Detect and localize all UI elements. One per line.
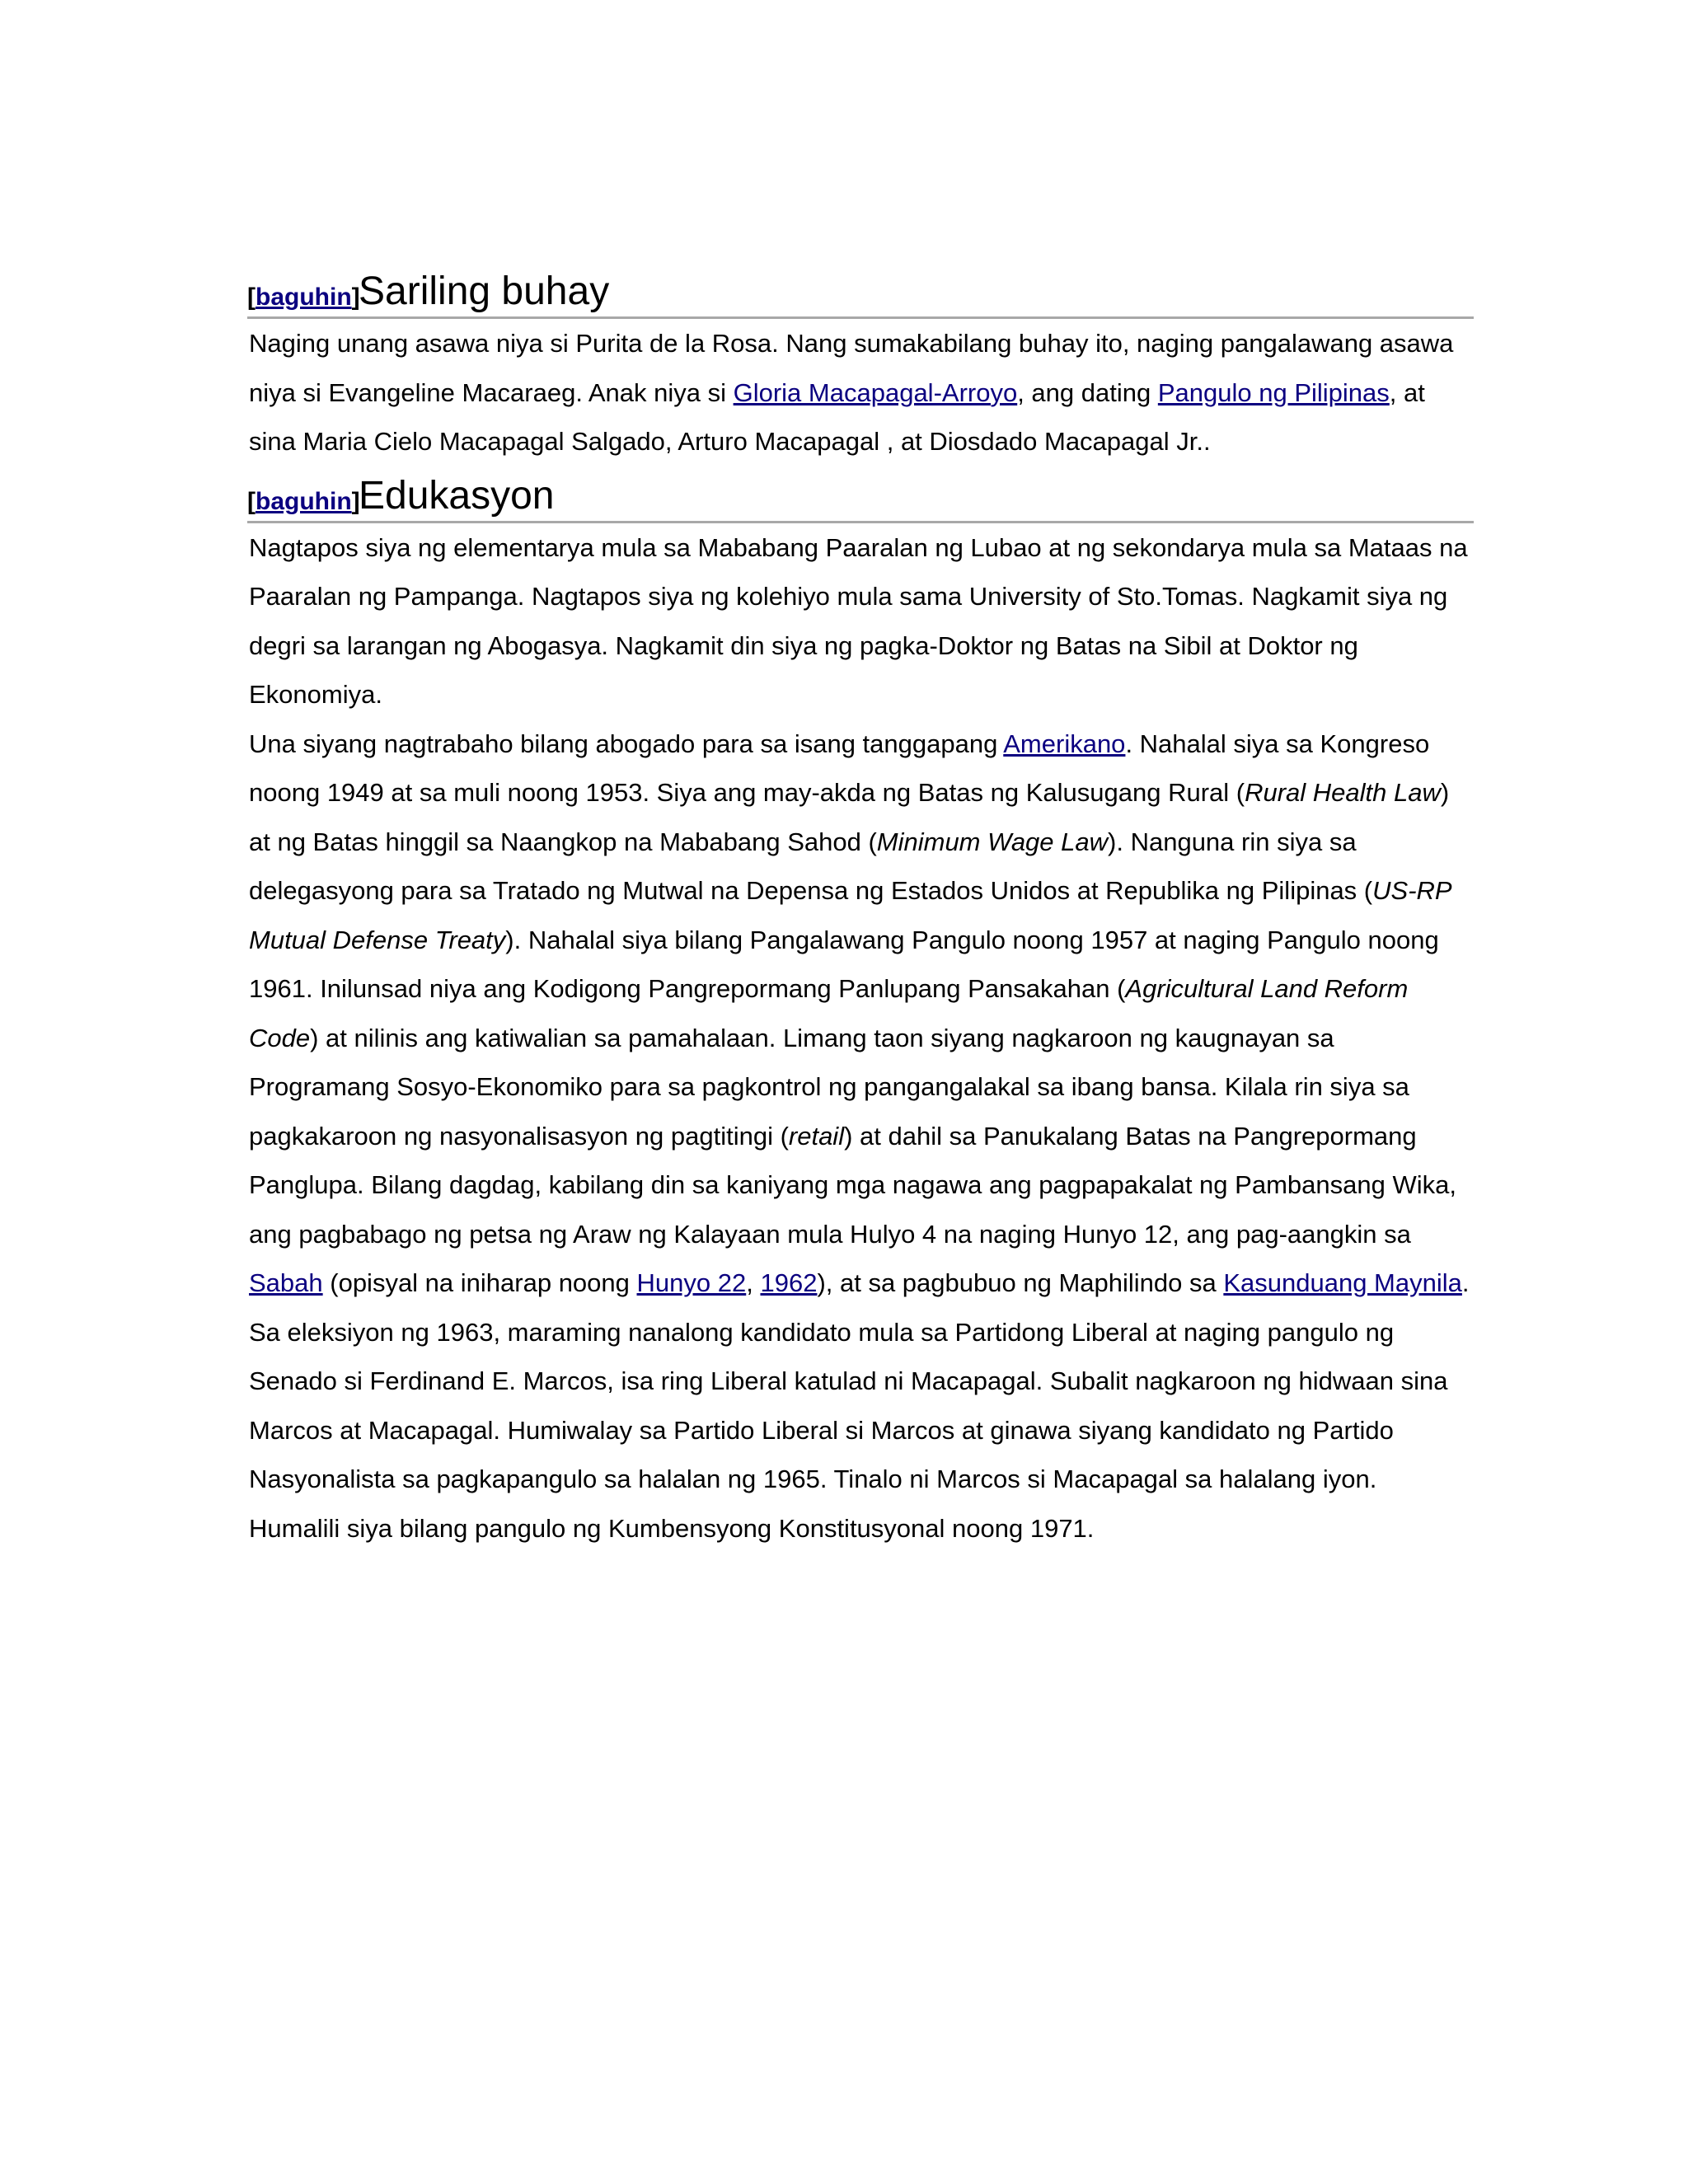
text-run: ) at ng Batas hinggil sa Naangkop na Mababang Sahod ( bbox=[249, 778, 1450, 856]
document-page bbox=[247, 262, 1474, 1553]
text-run: . Nahalal siya sa Kongreso noong 1949 at sa muli noong 1953. Siya ang may-akda ng Batas ng Kalusugang Rural ( bbox=[249, 729, 1430, 807]
text-run: ). Nahalal siya bilang Pangalawang Pangulo noong 1957 at naging Pangulo noong 1961. Inilunsad niya ang Kodigong Pangrepormang Panlupang Pansakahan ( bbox=[249, 925, 1439, 1003]
edit-bracket-close: ] bbox=[351, 487, 360, 515]
link-kasunduang-maynila[interactable]: Kasunduang Maynila bbox=[1223, 1268, 1462, 1297]
paragraph-sariling-buhay bbox=[247, 319, 1474, 466]
section-title: Sariling buhay bbox=[359, 269, 610, 313]
text-run: Naging unang asawa niya si Purita de la Rosa. Nang sumakabilang buhay ito, naging pangalawang asawa niya si Evangeline Macaraeg. Anak niya si bbox=[249, 329, 1454, 407]
text-run: , bbox=[746, 1268, 761, 1297]
link-amerikano[interactable]: Amerikano bbox=[1003, 729, 1126, 758]
italic-term: Rural Health Law bbox=[1245, 778, 1441, 807]
edit-section-link[interactable]: baguhin bbox=[256, 487, 352, 515]
italic-term: Agricultural Land Reform Code bbox=[249, 974, 1409, 1052]
text-run: ), at sa pagbubuo ng Maphilindo sa bbox=[817, 1268, 1224, 1297]
paragraph-kumbensyon: Humalili siya bilang pangulo ng Kumbensyong Konstitusyonal noong 1971. bbox=[249, 1513, 1095, 1543]
text-run: ). Nanguna rin siya sa delegasyong para sa Tratado ng Mutwal na Depensa ng Estados Unidos at Republika ng Pilipinas ( bbox=[249, 827, 1373, 905]
link-gloria-macapagal-arroyo[interactable]: Gloria Macapagal-Arroyo bbox=[733, 377, 1018, 407]
text-run: ) at nilinis ang katiwalian sa pamahalaan. Limang taon siyang nagkaroon ng kaugnayan sa Programang Sosyo-Ekonomiko para sa pagkontrol ng pangangalakal sa ibang bansa. Kilala rin siya sa pagkakaroon ng nasyonalisasyon ng pagtitingi ( bbox=[249, 1023, 1409, 1151]
paragraph-edukasyon: Nagtapos siya ng elementarya mula sa Mababang Paaralan ng Lubao at ng sekondarya mula sa Mataas na Paaralan ng Pampanga. Nagtapos siya ng kolehiyo mula sama University of Sto.Tomas. Nagkamit siya ng degri sa larangan ng Abogasya. Nagkamit din siya ng pagka-Doktor ng Batas na Sibil at Doktor ng Ekonomiya. bbox=[249, 532, 1468, 709]
text-run: . bbox=[1461, 1268, 1470, 1297]
edit-bracket-close: ] bbox=[351, 284, 360, 311]
edit-section-link[interactable]: baguhin bbox=[256, 284, 352, 311]
text-run: , at sina Maria Cielo Macapagal Salgado, Arturo Macapagal , at Diosdado Macapagal Jr.. bbox=[249, 377, 1425, 456]
link-sabah[interactable]: Sabah bbox=[249, 1268, 323, 1297]
text-run: Una siyang nagtrabaho bilang abogado para sa isang tanggapang bbox=[249, 729, 1004, 758]
text-run: (opisyal na iniharap noong bbox=[322, 1268, 637, 1297]
paragraph-eleksiyon-1963: Sa eleksiyon ng 1963, maraming nanalong kandidato mula sa Partidong Liberal at naging pangulo ng Senado si Ferdinand E. Marcos, isa ring Liberal katulad ni Macapagal. Subalit nagkaroon ng hidwaan sina Marcos at Macapagal. Humiwalay sa Partido Liberal si Marcos at ginawa siyang kandidato ng Partido Nasyonalista sa pagkapangulo sa halalan ng 1965. Tinalo ni Marcos si Macapagal sa halalang iyon. bbox=[249, 1317, 1448, 1493]
edit-section-link-wrapper bbox=[247, 487, 360, 515]
italic-term: US-RP Mutual Defense Treaty bbox=[249, 876, 1451, 954]
section-heading-edukasyon bbox=[247, 466, 1474, 523]
section-heading-sariling-buhay bbox=[247, 262, 1474, 319]
paragraph-career bbox=[247, 719, 1474, 1308]
link-hunyo-22[interactable]: Hunyo 22 bbox=[636, 1268, 747, 1297]
link-1962[interactable]: 1962 bbox=[760, 1268, 818, 1297]
section-title: Edukasyon bbox=[359, 473, 555, 518]
text-run: ) at dahil sa Panukalang Batas na Pangrepormang Panglupa. Bilang dagdag, kabilang din sa kaniyang mga nagawa ang pagpapakalat ng Pambansang Wika, ang pagbabago ng petsa ng Araw ng Kalayaan mula Hulyo 4 na naging Hunyo 12, ang pag-aangkin sa bbox=[249, 1121, 1456, 1249]
edit-bracket-open: [ bbox=[247, 284, 256, 311]
edit-bracket-open: [ bbox=[247, 487, 256, 515]
link-pangulo-ng-pilipinas[interactable]: Pangulo ng Pilipinas bbox=[1157, 377, 1390, 407]
italic-term: Minimum Wage Law bbox=[876, 827, 1109, 856]
italic-term: retail bbox=[788, 1121, 845, 1151]
edit-section-link-wrapper bbox=[247, 285, 360, 310]
text-run: , ang dating bbox=[1017, 377, 1158, 407]
